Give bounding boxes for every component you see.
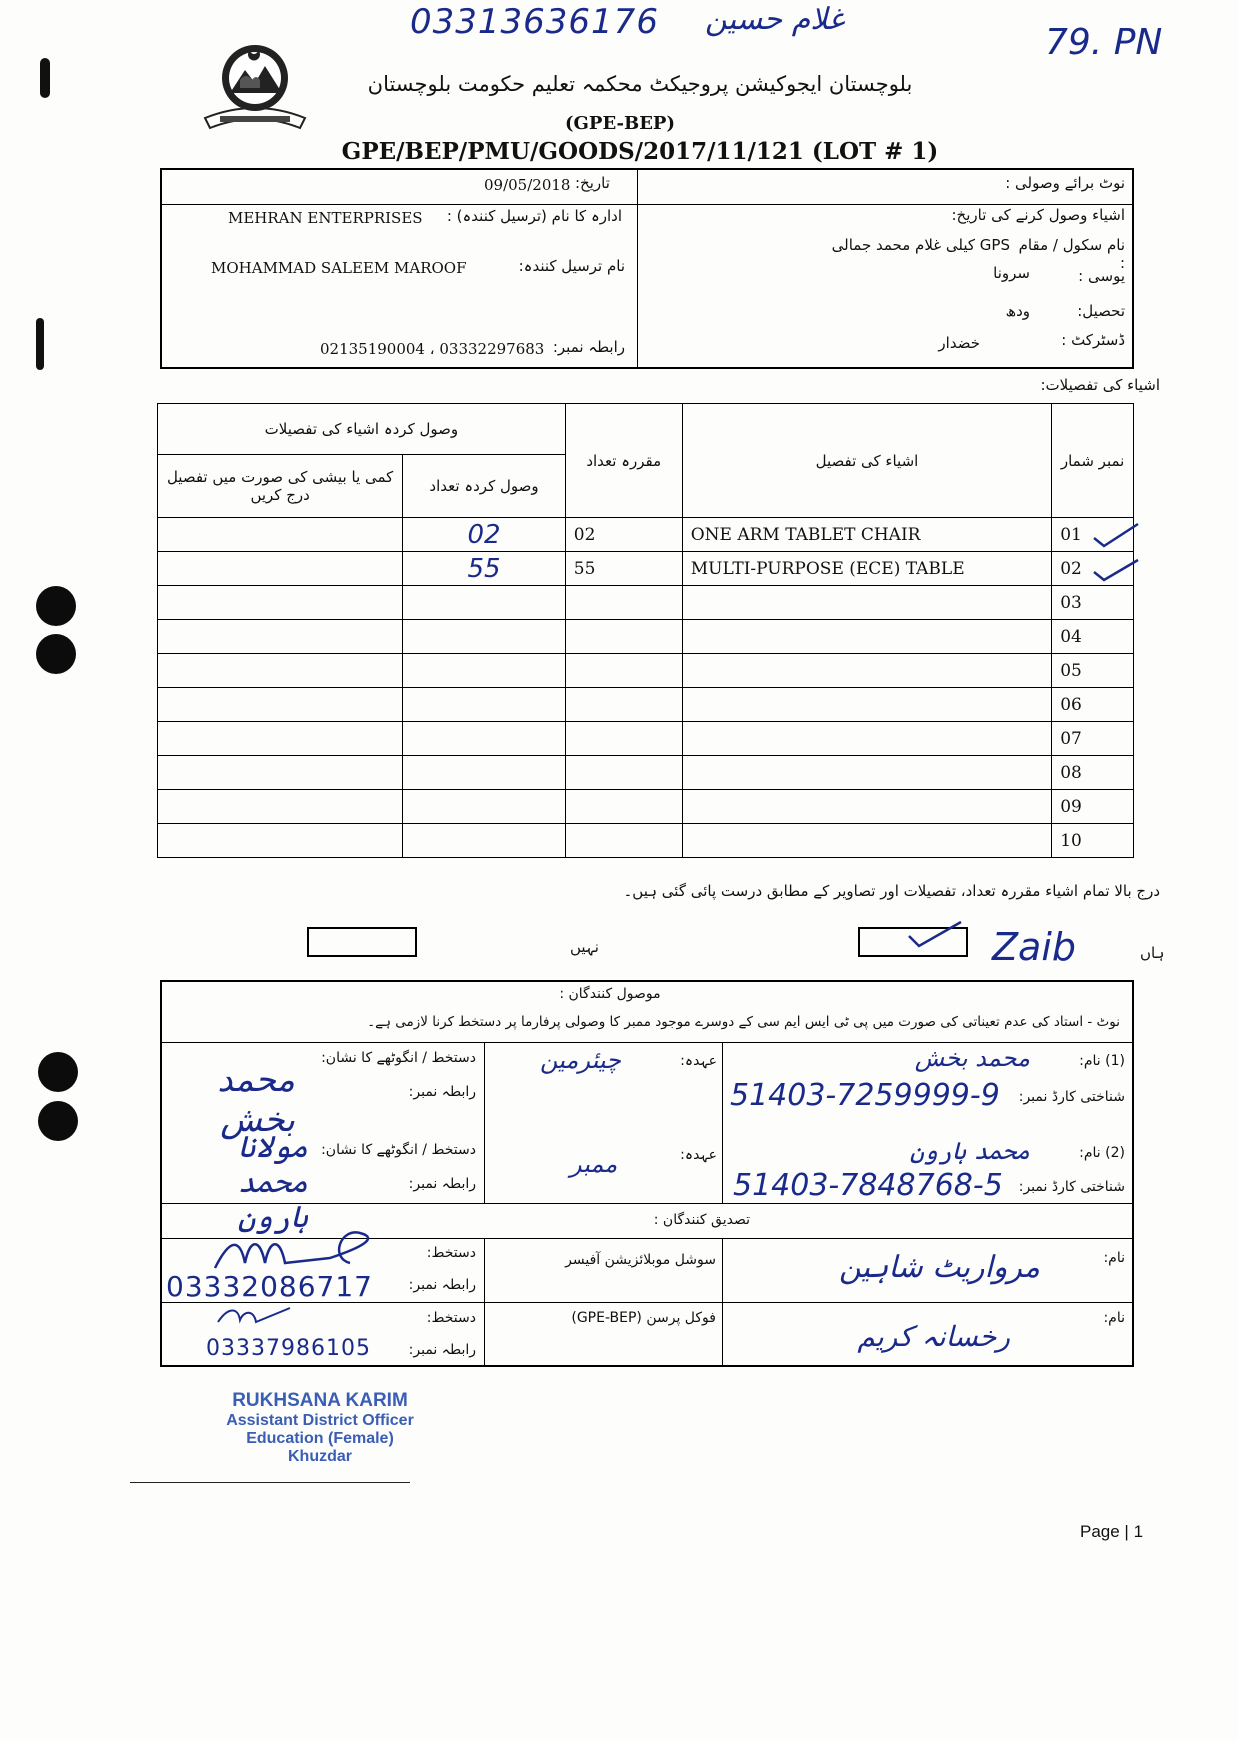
- sno-cell: 10: [1052, 824, 1134, 858]
- verifiers-title: تصدیق کنندگان :: [653, 1212, 750, 1228]
- punch-hole-1: [36, 586, 76, 626]
- page-number: Page | 1: [1080, 1522, 1144, 1541]
- header-received-details: وصول کردہ اشیاء کی تفصیلات: [158, 404, 566, 455]
- supplier-value: MEHRAN ENTERPRISES: [228, 209, 423, 227]
- receive-date-label: اشیاء وصول کرنے کی تاریخ:: [951, 206, 1125, 224]
- stamp-district: Khuzdar: [288, 1448, 352, 1465]
- sender-value: MOHAMMAD SALEEM MAROOF: [211, 259, 467, 277]
- check-mark-icon: [1092, 520, 1142, 590]
- r2-cnic-label: شناختی کارڈ نمبر:: [1018, 1179, 1125, 1195]
- sno-cell: 07: [1052, 722, 1134, 756]
- supplier-label: ادارہ کا نام (ترسیل کنندہ) :: [446, 207, 622, 225]
- r1-cnic-label: شناختی کارڈ نمبر:: [1018, 1089, 1125, 1105]
- tehsil-value: ودھ: [1005, 302, 1030, 320]
- handwritten-signature: Zaib: [992, 925, 1076, 969]
- table-row: [158, 722, 1134, 756]
- date-label: تاریخ:: [575, 174, 610, 192]
- r2-name-label: (2) نام:: [1079, 1145, 1125, 1161]
- sno-cell: 06: [1052, 688, 1134, 722]
- v1-role: سوشل موبلائزیشن آفیسر: [565, 1252, 716, 1268]
- no-label: نہیں: [570, 938, 599, 956]
- signature-line: [130, 1482, 410, 1483]
- sno-cell: 09: [1052, 790, 1134, 824]
- r1-name: محمد بخش: [914, 1044, 1030, 1072]
- v2-role: فوکل پرسن (GPE-BEP): [571, 1310, 716, 1326]
- v2-contact-label: رابطہ نمبر:: [408, 1342, 476, 1358]
- school-label: نام سکول / مقام :: [1018, 236, 1125, 272]
- r1-sign-label: دستخط / انگوٹھے کا نشان:: [321, 1050, 476, 1066]
- sno-cell: 02: [1052, 552, 1134, 586]
- district-label: ڈسٹرکٹ :: [1061, 331, 1125, 349]
- table-row: [158, 654, 1134, 688]
- header-program: (GPE-BEP): [565, 113, 675, 134]
- header-item-description: اشیاء کی تفصیل: [682, 404, 1051, 518]
- table-row: [158, 518, 1134, 552]
- table-row: [158, 688, 1134, 722]
- qty-cell: 02: [565, 518, 682, 552]
- items-table: [157, 403, 1134, 858]
- punch-hole-3: [38, 1052, 78, 1092]
- r1-name-label: (1) نام:: [1079, 1053, 1125, 1069]
- stamp-name: RUKHSANA KARIM: [232, 1390, 408, 1411]
- scan-speck: [40, 58, 50, 98]
- check-mark-icon: [905, 920, 965, 950]
- sender-label: نام ترسیل کنندہ:: [518, 257, 625, 275]
- yes-label: ہاں: [1140, 944, 1165, 962]
- v1-name-label: نام:: [1103, 1250, 1125, 1266]
- v1-contact: 03332086717: [166, 1270, 373, 1303]
- r2-cnic: 51403-7848768-5: [733, 1168, 1003, 1203]
- table-row: [158, 824, 1134, 858]
- handwritten-phone: 03313636176: [410, 2, 659, 42]
- shortage-cell: [158, 552, 403, 586]
- contact-label: رابطہ نمبر:: [552, 338, 625, 356]
- r2-contact-label: رابطہ نمبر:: [408, 1176, 476, 1192]
- contact-value: 02135190004 ، 03332297683: [320, 340, 545, 358]
- handwritten-corner-note: 79. PN: [1045, 22, 1163, 63]
- r2-name: محمد ہارون: [909, 1137, 1030, 1165]
- desc-cell: ONE ARM TABLET CHAIR: [682, 518, 1051, 552]
- scan-speck: [36, 318, 44, 370]
- r2-post: ممبر: [570, 1150, 618, 1178]
- r2-post-label: عہدہ:: [680, 1147, 717, 1163]
- district-value: خضدار: [938, 334, 980, 352]
- v1-contact-label: رابطہ نمبر:: [408, 1277, 476, 1293]
- table-row: [158, 756, 1134, 790]
- balochistan-logo-emblem: [200, 38, 310, 136]
- shortage-cell: [158, 518, 403, 552]
- v2-name-label: نام:: [1103, 1310, 1125, 1326]
- official-stamp: [205, 1390, 435, 1466]
- uc-value: سرونا: [993, 264, 1030, 282]
- table-row: [158, 620, 1134, 654]
- received-qty-cell: 02: [403, 518, 565, 552]
- date-value: 09/05/2018: [484, 176, 571, 194]
- receivers-note: نوٹ - استاد کی عدم تعیناتی کی صورت میں پی ٹی ایس ایم سی کے دوسرے موجود ممبر کا وصولی پرفارما پر دستخط کرنا لازمی ہے۔: [367, 1014, 1120, 1030]
- v2-name: رخسانہ کریم: [857, 1320, 1010, 1353]
- table-row: [158, 552, 1134, 586]
- header-fixed-quantity: مقررہ تعداد: [565, 404, 682, 518]
- v1-name: مرواریٹ شاہین: [838, 1250, 1040, 1285]
- r2-signature: مولانا محمد ہارون: [237, 1130, 308, 1235]
- stamp-title: Assistant District Officer: [226, 1412, 414, 1429]
- v1-sign-label: دستخط:: [426, 1245, 476, 1261]
- sno-cell: 03: [1052, 586, 1134, 620]
- sno-cell: 01: [1052, 518, 1134, 552]
- table-row: [158, 586, 1134, 620]
- handwritten-name: غلام حسین: [705, 2, 844, 37]
- sno-cell: 04: [1052, 620, 1134, 654]
- r1-contact-label: رابطہ نمبر:: [408, 1084, 476, 1100]
- school-value: GPS کیلی غلام محمد جمالی: [831, 236, 1010, 254]
- sno-cell: 05: [1052, 654, 1134, 688]
- header-shortage-details: کمی یا بیشی کی صورت میں تفصیل درج کریں: [158, 455, 403, 518]
- header-received-quantity: وصول کردہ تعداد: [403, 455, 565, 518]
- uc-label: یوسی :: [1078, 267, 1125, 285]
- sno-cell: 08: [1052, 756, 1134, 790]
- items-title: اشیاء کی تفصیلات:: [1040, 376, 1160, 394]
- v2-contact: 03337986105: [206, 1336, 371, 1361]
- header-serial-number: نمبر شمار: [1052, 404, 1134, 518]
- r1-cnic: 51403-7259999-9: [730, 1078, 1000, 1113]
- received-qty-cell: 55: [403, 552, 565, 586]
- qty-cell: 55: [565, 552, 682, 586]
- tehsil-label: تحصیل:: [1077, 302, 1125, 320]
- table-row: [158, 790, 1134, 824]
- confirmation-statement: درج بالا تمام اشیاء مقررہ تعداد، تفصیلات اور تصاویر کے مطابق درست پائی گئی ہیں۔: [623, 882, 1160, 900]
- punch-hole-4: [38, 1101, 78, 1141]
- punch-hole-2: [36, 634, 76, 674]
- r2-sign-label: دستخط / انگوٹھے کا نشان:: [321, 1142, 476, 1158]
- header-reference: GPE/BEP/PMU/GOODS/2017/11/121 (LOT # 1): [341, 138, 939, 165]
- note-receipt-label: نوٹ برائے وصولی :: [1005, 174, 1125, 192]
- header-organization-urdu: بلوچستان ایجوکیشن پروجیکٹ محکمہ تعلیم حکومت بلوچستان: [367, 72, 913, 96]
- stamp-department: Education (Female): [246, 1430, 394, 1447]
- r1-signature: محمد بخش: [217, 1060, 295, 1140]
- desc-cell: MULTI-PURPOSE (ECE) TABLE: [682, 552, 1051, 586]
- r1-post-label: عہدہ:: [680, 1053, 717, 1069]
- r1-post: چیئرمین: [540, 1046, 621, 1074]
- v2-sign-label: دستخط:: [426, 1310, 476, 1326]
- v2-signature-scribble: [210, 1302, 300, 1332]
- receivers-title: موصول کنندگان :: [559, 986, 661, 1002]
- no-checkbox[interactable]: [307, 927, 417, 957]
